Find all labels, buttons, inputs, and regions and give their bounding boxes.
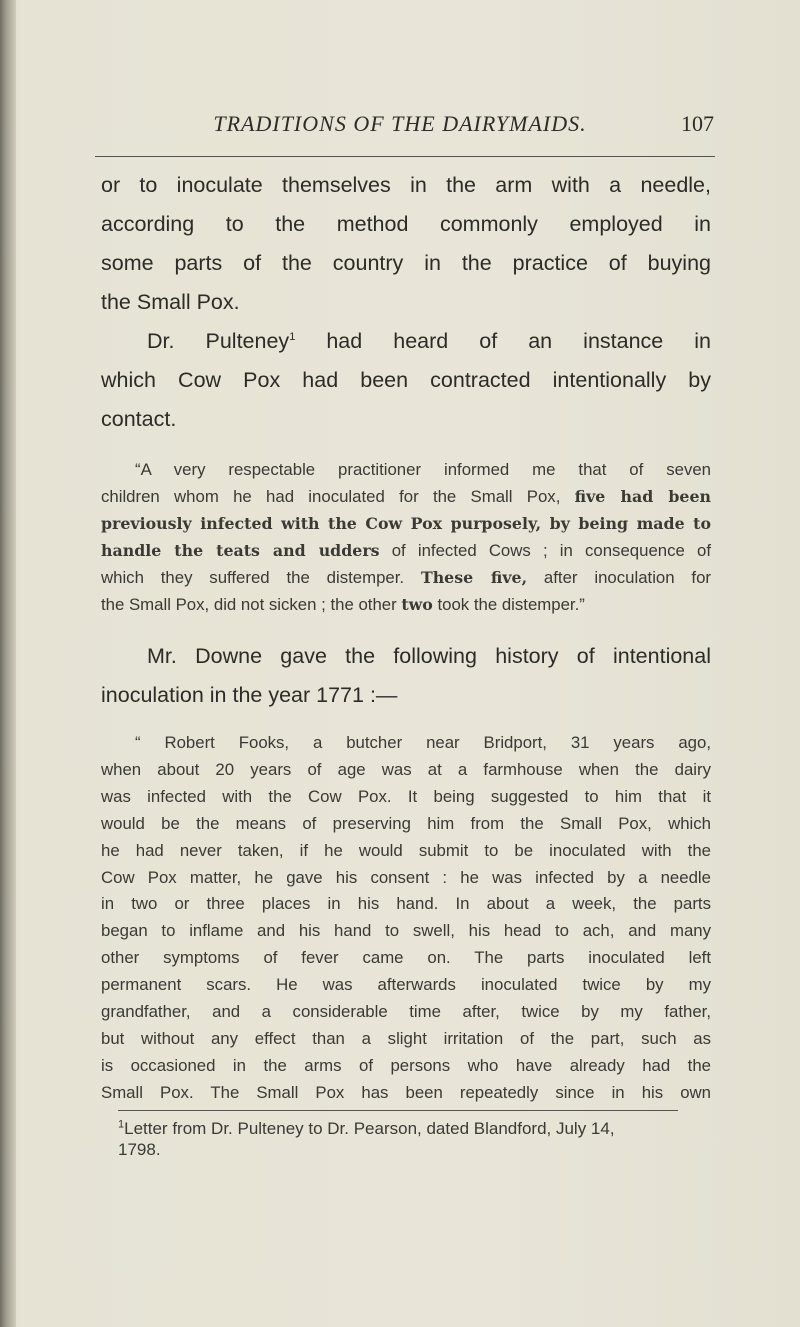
text-line: [101, 592, 711, 619]
paragraph-continuation: [101, 166, 711, 322]
text-run: had heard of an instance in: [295, 329, 712, 353]
text-line: [101, 511, 711, 538]
text-line: which Cow Pox had been contracted intentionally by: [101, 368, 711, 392]
text-line: [101, 565, 711, 592]
text-line: Mr. Downe gave the following history of intentional: [147, 644, 711, 668]
text-line: the Small Pox.: [101, 290, 240, 314]
text-run: took the distemper.”: [432, 594, 585, 614]
text-run: which they suffered the distemper.: [101, 567, 421, 587]
text-line: “ Robert Fooks, a butcher near Bridport, 31 years ago,: [135, 733, 711, 752]
text-line: began to inflame and his hand to swell, his head to ach, and many: [101, 921, 711, 941]
bold-run: previously infected with the Cow Pox purposely, by being made to: [101, 513, 711, 533]
header-rule: [95, 156, 715, 157]
text-line: Small Pox. The Small Pox has been repeatedly since in his own: [101, 1082, 711, 1102]
footnote-ref: 1: [289, 330, 296, 343]
text-line: [101, 484, 711, 511]
block-quote-fooks: [101, 730, 711, 1107]
text-line: he had never taken, if he would submit to be inoculated with the: [101, 840, 711, 860]
page-number: 107: [681, 111, 714, 136]
text-line: grandfather, and a considerable time after, twice by my father,: [101, 1002, 711, 1022]
bold-run: handle the teats and udders: [101, 540, 380, 560]
text-line: would be the means of preserving him from the Small Pox, which: [101, 813, 711, 833]
text-run: after inoculation for: [527, 567, 712, 587]
paragraph-pulteney: [101, 322, 711, 439]
text-line: some parts of the country in the practice of buying: [101, 251, 711, 275]
page-header: [0, 111, 800, 151]
text-run: Dr. Pulteney: [147, 329, 290, 353]
text-line: [101, 538, 711, 565]
text-line: in two or three places in his hand. In about a week, the parts: [101, 894, 711, 914]
footnote-rule: [118, 1110, 678, 1111]
bold-run: five had been: [574, 486, 711, 506]
text-line: “A very respectable practitioner informed me that of seven: [135, 460, 711, 479]
text-line: is occasioned in the arms of persons who have already had the: [101, 1055, 711, 1075]
text-line: when about 20 years of age was at a farmhouse when the dairy: [101, 759, 711, 779]
text-line: contact.: [101, 407, 177, 431]
footnote: [118, 1118, 678, 1160]
text-line: according to the method commonly employed in: [101, 212, 711, 236]
footnote-marker: 1: [118, 1118, 125, 1131]
block-quote-practitioner: [101, 457, 711, 618]
footnote-text: Letter from Dr. Pulteney to Dr. Pearson, dated Blandford, July 14,: [124, 1119, 615, 1138]
text-line: Cow Pox matter, he gave his consent : he was infected by a needle: [101, 867, 711, 887]
binding-gutter: [0, 0, 16, 1327]
paragraph-downe: [101, 637, 711, 715]
bold-run: two: [401, 594, 433, 614]
text-line: [101, 322, 711, 361]
text-line: but without any effect than a slight irritation of the part, such as: [101, 1028, 711, 1048]
text-line: was infected with the Cow Pox. It being suggested to him that it: [101, 786, 711, 806]
bold-run: These five,: [420, 567, 528, 587]
footnote-line: 1798.: [118, 1140, 161, 1159]
text-run: of infected Cows ; in consequence of: [379, 540, 711, 560]
text-run: the Small Pox, did not sicken ; the other: [101, 594, 402, 614]
footnote-line: [118, 1118, 678, 1139]
text-run: children whom he had inoculated for the Small Pox,: [101, 486, 575, 506]
text-line: permanent scars. He was afterwards inoculated twice by my: [101, 975, 711, 995]
running-head: TRADITIONS OF THE DAIRYMAIDS.: [213, 111, 587, 136]
text-line: other symptoms of fever came on. The parts inoculated left: [101, 948, 711, 968]
text-line: or to inoculate themselves in the arm with a needle,: [101, 173, 711, 197]
text-line: inoculation in the year 1771 :—: [101, 683, 398, 707]
